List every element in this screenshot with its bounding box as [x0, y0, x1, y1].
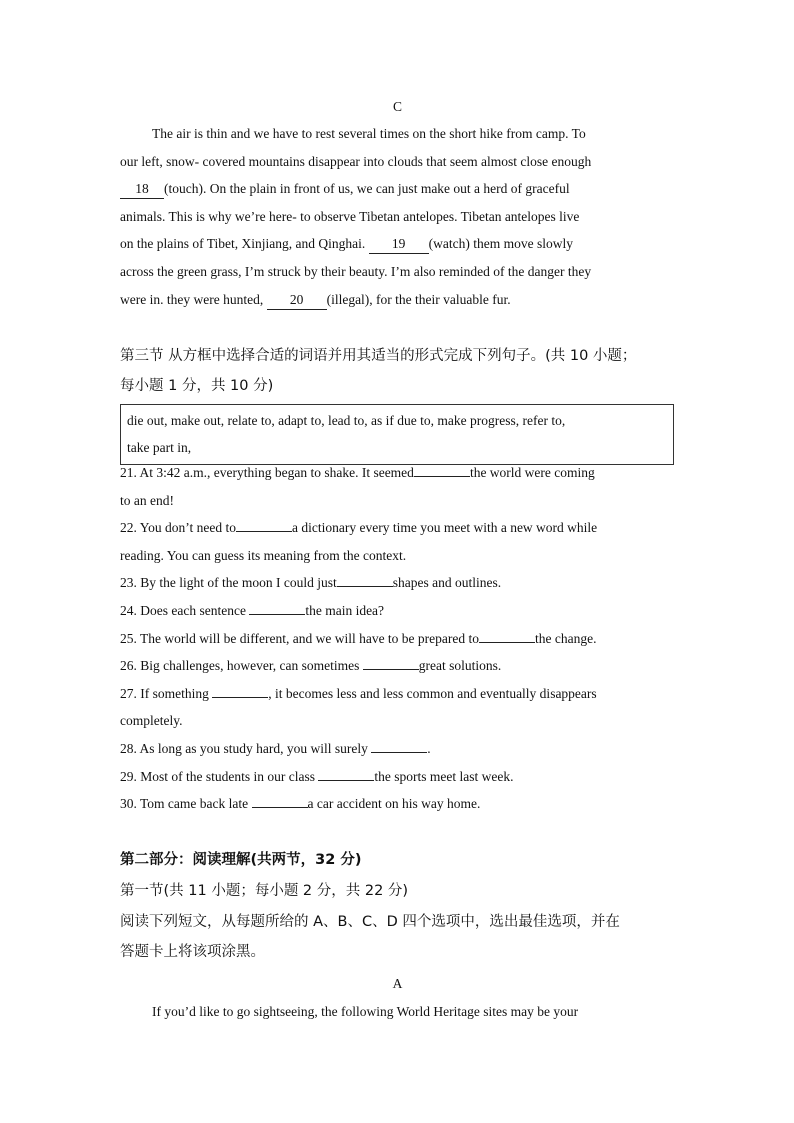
answer-blank-25[interactable] [479, 628, 535, 643]
passage-c-line-2: our left, snow- covered mountains disappear into clouds that seem almost close enough [120, 153, 592, 169]
answer-blank-26[interactable] [363, 655, 419, 670]
answer-blank-24[interactable] [249, 600, 305, 615]
word-box [120, 404, 674, 465]
blank-18[interactable]: 18 [120, 180, 164, 199]
answer-blank-30[interactable] [252, 793, 308, 808]
passage-c-line-7: were in. they were hunted, 20 (illegal), for the their valuable fur. [120, 286, 675, 314]
question-27-cont: completely. [120, 713, 183, 729]
question-27: 27. If something , it becomes less and less common and eventually disappears [120, 680, 680, 708]
question-30: 30. Tom came back late a car accident on his way home. [120, 790, 680, 818]
part-2-instructions: 阅读下列短文，从每题所给的 A、B、C、D 四个选项中，选出最佳选项，并在 答题卡上将该项涂黑。 [120, 914, 620, 960]
passage-c-line-4: animals. This is why we’re here- to observe Tibetan antelopes. Tibetan antelopes live [120, 208, 580, 224]
question-25: 25. The world will be different, and we will have to be prepared to the change. [120, 625, 680, 653]
passage-c-line-1: The air is thin and we have to rest several times on the short hike from camp. To [152, 126, 586, 141]
answer-blank-28[interactable] [371, 738, 427, 753]
blank-20[interactable]: 20 [267, 291, 327, 310]
passage-a-line-1: If you’d like to go sightseeing, the following World Heritage sites may be your [152, 1004, 579, 1019]
answer-blank-29[interactable] [318, 766, 374, 781]
passage-c-line-3: 18 (touch). On the plain in front of us, we can just make out a herd of graceful [120, 175, 675, 203]
question-21-cont: to an end! [120, 492, 174, 508]
part-2-section-1: 第一节(共 11 小题；每小题 2 分，共 22 分) [120, 883, 409, 899]
part-2-title: 第二部分：阅读理解(共两节，32 分) [120, 852, 362, 868]
passage-c [120, 120, 675, 313]
passage-c-line-5: on the plains of Tibet, Xinjiang, and Qinghai. 19 (watch) them move slowly [120, 230, 675, 258]
answer-blank-23[interactable] [337, 572, 393, 587]
word-box-line-2: take part in, [127, 440, 192, 455]
passage-c-heading: C [392, 99, 402, 114]
question-21: 21. At 3:42 a.m., everything began to shake. It seemed the world were coming [120, 459, 680, 487]
question-list [120, 459, 680, 818]
answer-blank-27[interactable] [212, 683, 268, 698]
blank-19[interactable]: 19 [369, 235, 429, 254]
answer-blank-21[interactable] [414, 462, 470, 477]
question-26: 26. Big challenges, however, can sometimes great solutions. [120, 652, 680, 680]
word-box-line-1: die out, make out, relate to, adapt to, lead to, as if due to, make progress, refer to, [127, 413, 566, 428]
question-22-cont: reading. You can guess its meaning from the context. [120, 547, 407, 563]
passage-a-heading: A [392, 976, 403, 991]
question-24: 24. Does each sentence the main idea? [120, 597, 680, 625]
answer-blank-22[interactable] [236, 517, 292, 532]
passage-c-line-6: across the green grass, I’m struck by their beauty. I’m also reminded of the danger they [120, 263, 592, 279]
question-28: 28. As long as you study hard, you will surely . [120, 735, 680, 763]
section-3-title: 第三节 从方框中选择合适的词语并用其适当的形式完成下列句子。(共 10 小题； 每小题 1 分，共 10 分) [120, 348, 637, 394]
question-29: 29. Most of the students in our class the sports meet last week. [120, 763, 680, 791]
question-22: 22. You don’t need to a dictionary every time you meet with a new word while [120, 514, 680, 542]
question-23: 23. By the light of the moon I could just shapes and outlines. [120, 569, 680, 597]
